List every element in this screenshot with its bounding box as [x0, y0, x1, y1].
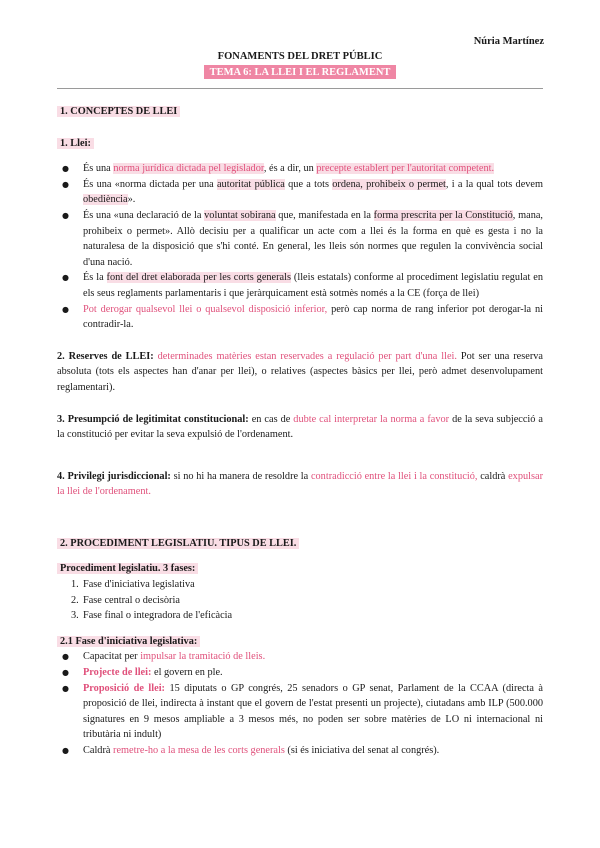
llei-label: 1. Llei: — [57, 136, 543, 152]
fases-label: Procediment legislatiu. 3 fases: — [57, 561, 543, 577]
llei-definitions-list — [57, 161, 543, 333]
list-item: ● Projecte de llei: el govern en ple. — [57, 665, 543, 681]
presumpcio-paragraph: 3. Presumpció de legitimitat constitucional: en cas de dubte cal interpretar la norma a favor de la seva subjecció a la constitució per evitar la seva expulsió de l'ordenament. — [57, 413, 543, 441]
list-item: ● És una norma jurídica dictada pel legislador, és a dir, un precepte establert per l'autoritat competent. — [57, 161, 543, 177]
list-item: ● Proposició de llei: 15 diputats o GP congrés, 25 senadors o GP senat, Parlament de la CCAA (directa à proposició de llei, indirecta à instant que el govern de l'estat presenti un projecte), ciutadans amb ILP (500.000 signatures en 9 mesos ampliable a 3 mesos més, no poden ser sobre matèries de LO ni internacional ni tributària ni indult) — [57, 681, 543, 743]
list-item: ● Caldrà remetre-ho a la mesa de les corts generals (si és iniciativa del senat al congrés). — [57, 743, 543, 759]
list-item: ● És la font del dret elaborada per les corts generals (lleis estatals) conforme al procediment legislatiu regulat en els seus reglaments parlamentaris i que jeràrquicament està sotmès només a la CE (força de llei) — [57, 270, 543, 301]
list-item: 1. Fase d'iniciativa legislativa — [71, 579, 195, 591]
reserves-paragraph: 2. Reserves de LLEI: determinades matèries estan reservades a regulació per part d'una llei. Pot ser una reserva absoluta (tots els aspectes han d'anar per llei), o relatives (aspectes bàsics per llei, però admet desenvolupament reglamentari). — [57, 350, 543, 393]
list-item: ● Pot derogar qualsevol llei o qualsevol disposició inferior, però cap norma de rang inferior pot derogar-la ni contradir-la. — [57, 302, 543, 333]
section-heading-2: 2. PROCEDIMENT LEGISLATIU. TIPUS DE LLEI. — [57, 536, 543, 552]
list-item: 3. Fase final o integradora de l'eficàcia — [71, 610, 233, 622]
section-heading-1: 1. CONCEPTES DE LLEI — [57, 104, 543, 120]
list-item: ● És una «norma dictada per una autoritat pública que a tots ordena, prohibeix o permet, i a la qual tots devem obediència». — [57, 177, 543, 208]
iniciativa-list — [57, 649, 543, 758]
topic-title: TEMA 6: LA LLEI I EL REGLAMENT — [204, 65, 397, 79]
list-item: ● És una «una declaració de la voluntat sobirana que, manifestada en la forma prescrita per la Constitució, mana, prohibeix o permet». Allò decisiu per a qualificar un acte com a llei és la forma en què es gesta i no la naturalesa de la disposició que s'hi conté. En general, les lleis són normes que regulen la convivència social d'una nació. — [57, 208, 543, 270]
list-item: ● Capacitat per impulsar la tramitació de lleis. — [57, 649, 543, 665]
fases-list — [57, 577, 543, 624]
author-name: Núria Martínez — [473, 36, 544, 47]
topic-title-wrap — [0, 65, 600, 79]
privilegi-paragraph: 4. Privilegi jurisdiccional: si no hi ha manera de resoldre la contradicció entre la llei i la constitució, caldrà expulsar la llei de l'ordenament. — [57, 470, 543, 498]
document-body — [57, 104, 543, 759]
list-item: 2. Fase central o decisòria — [71, 594, 180, 606]
header-divider — [57, 88, 543, 89]
course-title: FONAMENTS DEL DRET PÚBLIC — [217, 51, 383, 62]
iniciativa-label: 2.1 Fase d'iniciativa legislativa: — [57, 634, 543, 650]
